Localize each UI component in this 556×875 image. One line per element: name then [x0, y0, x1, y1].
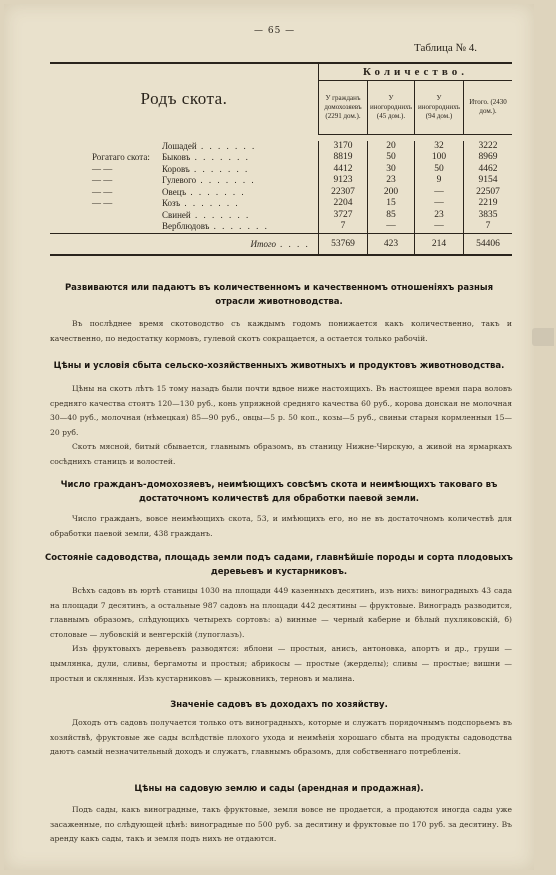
row-value: 9 [415, 175, 464, 187]
page-tab [532, 328, 554, 346]
row-animal: Гулевого [162, 175, 197, 186]
total-row: Итого . . . . 53769 423 214 54406 [50, 233, 512, 255]
row-animal: Свиней [162, 209, 191, 220]
paragraph: Доходъ отъ садовъ получается только отъ виноградныхъ, которые и служатъ порядочнымъ подспорьемъ въ хозяйствѣ, фруктовые же сады вслѣдствіе плохого ухода и неимѣнія хорошаго сбыта на продукты садоводства даютъ самый незначительный доходъ и служатъ, главнымъ образомъ, для собственнаго потребленія. [50, 718, 512, 757]
row-animal: Коровъ [162, 163, 190, 174]
row-value: 3727 [319, 210, 368, 222]
livestock-table [50, 62, 512, 256]
total-label: Итого [250, 238, 276, 249]
section-heading: Число гражданъ-домохозяевъ, неимѣющихъ совсѣмъ скота и неимѣющихъ таковаго въ достаточномъ количествѣ для обработки паевой земли. [60, 480, 498, 504]
row-value: 3222 [464, 141, 513, 153]
row-value: 15 [368, 198, 415, 210]
section-heading: Состояніе садоводства, площадь земли подъ садами, главнѣйшіе породы и сорта плодовыхъ деревьевъ и кустарниковъ. [45, 553, 513, 577]
section-text [50, 382, 512, 470]
paragraph: Скотъ мясной, битый сбывается, главнымъ образомъ, въ станицу Нижне-Чирскую, а живой на ярмаркахъ сосѣднихъ станицъ и волостей. [50, 442, 512, 466]
row-value: 22507 [464, 187, 513, 199]
column-header: У иногороднихъ (94 дом.) [415, 80, 464, 134]
row-value: 4412 [319, 164, 368, 176]
paragraph: Изъ фруктовыхъ деревьевъ разводятся: яблони — простыя, анисъ, антоновка, апортъ и др., груши — цымлянка, дули, сливы, бергамоты и простыя; абрикосы — простые (жерделы); сливы — простые; вишни — простыя и склянныя. Изъ кустарниковъ — крыжовникъ, терновъ и малина. [50, 644, 512, 683]
total-value: 53769 [319, 233, 368, 255]
row-value: 23 [368, 175, 415, 187]
total-value: 423 [368, 233, 415, 255]
row-category: — — [92, 175, 113, 186]
row-animal: Овецъ [162, 186, 187, 197]
row-value: 22307 [319, 187, 368, 199]
row-value: 7 [464, 221, 513, 233]
row-value: 8819 [319, 152, 368, 164]
row-value: 9154 [464, 175, 513, 187]
column-header: У гражданъ домохозяевъ (2291 дом.). [319, 80, 368, 134]
row-animal: Верблюдовъ [162, 221, 210, 232]
row-value: 20 [368, 141, 415, 153]
group-header: Количество. [319, 63, 513, 80]
paragraph: Цѣны на скотъ лѣтъ 15 тому назадъ были почти вдвое ниже настоящихъ. Въ настоящее время пара воловъ средняго качества стоятъ 120—130 руб., конь упряжной средняго качества 60 руб., корова донская не молочная 30—40 руб., молочная (нѣмецкая) 85—90 руб., овцы—5 р. 50 коп., козы—5 руб., свиньи старыя кормленныя 15—20 руб. [50, 384, 512, 437]
row-value: 30 [368, 164, 415, 176]
section-heading: Развиваются или падаютъ въ количественномъ и качественномъ отношеніяхъ разныя отрасли животноводства. [64, 283, 494, 307]
row-value: — [415, 187, 464, 199]
section-text [50, 716, 512, 760]
table-row: — — Гулевого . . . . . . . 9123 23 9 9154 [50, 175, 512, 187]
column-header: Итого. (2430 дом.). [464, 80, 513, 134]
row-value: — [415, 221, 464, 233]
row-value: 8969 [464, 152, 513, 164]
column-header: У иногороднихъ (45 дом.). [368, 80, 415, 134]
section-text [50, 803, 512, 847]
row-value: 2204 [319, 198, 368, 210]
total-value: 54406 [464, 233, 513, 255]
document-page [4, 4, 534, 870]
section-heading: Значеніе садовъ въ доходахъ по хозяйству. [170, 700, 388, 710]
total-value: 214 [415, 233, 464, 255]
row-value: 3835 [464, 210, 513, 222]
table-row: Лошадей . . . . . . . 3170 20 32 3222 [50, 141, 512, 153]
section-heading: Цѣны и условія сбыта сельско-хозяйственныхъ животныхъ и продуктовъ животноводства. [53, 361, 505, 371]
row-value: 100 [415, 152, 464, 164]
table-row: Свиней . . . . . . . 3727 85 23 3835 [50, 210, 512, 222]
paragraph: Подъ сады, какъ виноградные, такъ фруктовые, земля вовсе не продается, а продаются иногда сады уже засаженные, по слѣдующей цѣнѣ: виноградные по 500 руб. за десятину и фруктовые по 170 руб. за десятину. Въ аренду какъ сады, такъ и земля подъ нихъ не отдаются. [50, 805, 512, 844]
row-value: 7 [319, 221, 368, 233]
table-row: — — Козъ . . . . . . . 2204 15 — 2219 [50, 198, 512, 210]
row-value: 23 [415, 210, 464, 222]
table-label: Таблица № 4. [414, 42, 478, 54]
section-heading: Цѣны на садовую землю и сады (арендная и продажная). [134, 784, 424, 794]
row-animal: Козъ [162, 198, 181, 209]
row-value: 32 [415, 141, 464, 153]
section-text [50, 584, 512, 686]
row-value: 50 [415, 164, 464, 176]
row-value: 50 [368, 152, 415, 164]
section-text [50, 317, 512, 346]
row-value: 2219 [464, 198, 513, 210]
page-number: — 65 — [254, 26, 296, 36]
table-row: Верблюдовъ . . . . . . . 7 — — 7 [50, 221, 512, 233]
table-row: — — Коровъ . . . . . . . 4412 30 50 4462 [50, 164, 512, 176]
paragraph: Всѣхъ садовъ въ юртѣ станицы 1030 на площади 449 казенныхъ десятинъ, изъ нихъ: виноградныхъ 43 сада на площади 7 десятинъ, а остальные 987 садовъ на площади 442 десятины — фруктовые. Виноградъ разводится, главнымъ образомъ, слѣдующихъ четырехъ сортовъ: а) винные — черный каберне и бѣлый пухляковскій, б) столовые — лубовскій и венгерскій (лупоглазъ). [50, 586, 512, 639]
row-value: 9123 [319, 175, 368, 187]
row-category: — — [92, 163, 113, 174]
row-value: 85 [368, 210, 415, 222]
section-text [50, 512, 512, 541]
paragraph: Число гражданъ, вовсе неимѣющихъ скота, 53, и имѣющихъ его, но не въ достаточномъ количествѣ для обработки паевой земли, 438 гражданъ. [50, 514, 512, 538]
row-header: Родъ скота. [50, 63, 319, 134]
row-category: — — [92, 198, 113, 209]
row-category: — — [92, 186, 113, 197]
row-value: — [415, 198, 464, 210]
row-category: Рогатаго скота: [92, 152, 150, 163]
row-value: 4462 [464, 164, 513, 176]
row-animal: Быковъ [162, 152, 191, 163]
table-row: Рогатаго скота: Быковъ . . . . . . . 8819 50 100 8969 [50, 152, 512, 164]
row-animal: Лошадей [162, 140, 197, 151]
paragraph: Въ послѣднее время скотоводство съ каждымъ годомъ понижается какъ количественно, такъ и качественно, по недостатку кормовъ, гулевой скотъ сокращается, а остается только рабочій. [50, 319, 512, 343]
row-value: — [368, 221, 415, 233]
row-value: 3170 [319, 141, 368, 153]
row-value: 200 [368, 187, 415, 199]
table-row: — — Овецъ . . . . . . . 22307 200 — 22507 [50, 187, 512, 199]
